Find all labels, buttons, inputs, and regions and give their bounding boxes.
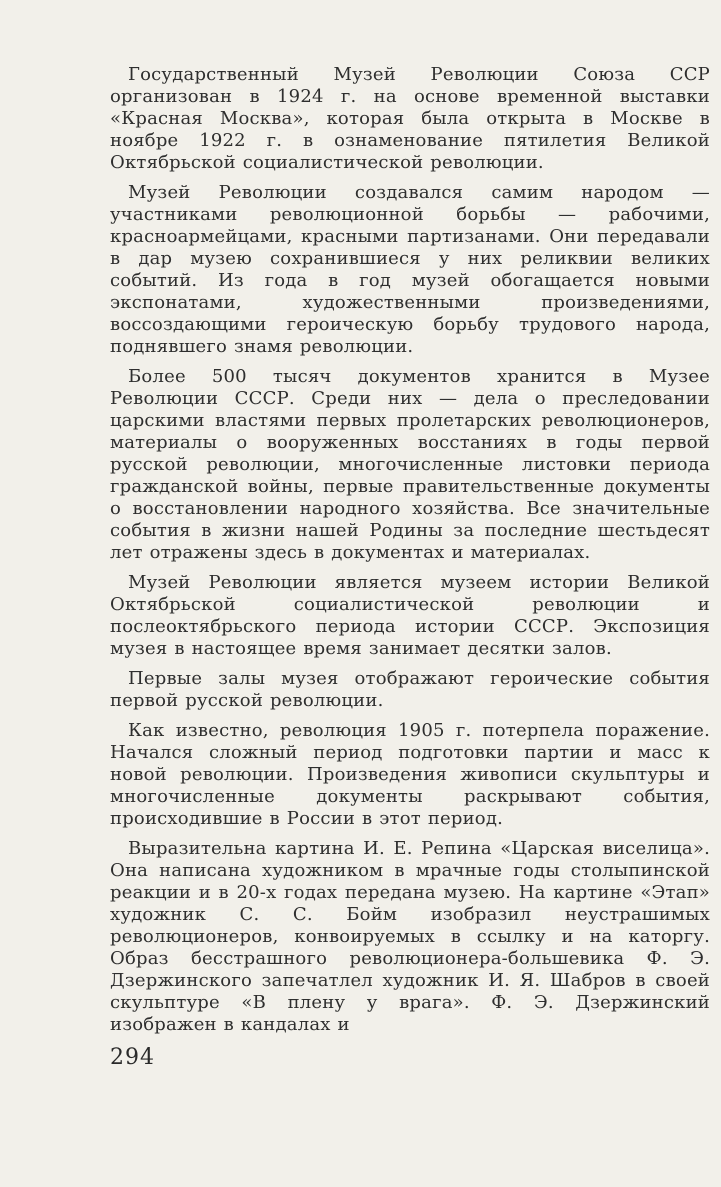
paragraph-revolution-1905: Как известно, революция 1905 г. потерпела поражение. Начался сложный период подготовки партии и масс к новой революции. Произведения живописи скульптуры и многочисленные документы раскрывают события, происходившие в России в этот период.	[110, 720, 710, 829]
page-number: 294	[110, 1045, 155, 1070]
paragraph-created-by-people: Музей Революции создавался самим народом — участниками революционной борьбы — рабочими, красноармейцами, красными партизанами. Они передавали в дар музею сохранившиеся у них реликвии великих событий. Из года в год музей обогащается новыми экспонатами, художественными произведениями, воссоздающими героическую борьбу трудового народа, поднявшего знамя революции.	[110, 182, 710, 357]
paragraph-first-halls: Первые залы музея отображают героические события первой русской революции.	[110, 668, 710, 711]
paragraph-documents: Более 500 тысяч документов хранится в Музее Революции СССР. Среди них — дела о преследовании царскими властями первых пролетарских революционеров, материалы о вооруженных восстаниях в годы первой русской революции, многочисленные листовки периода гражданской войны, первые правительственные документы о восстановлении народного хозяйства. Все значительные события в жизни нашей Родины за последние шестьдесят лет отражены здесь в документах и материалах.	[110, 366, 710, 563]
paragraph-museum-history: Музей Революции является музеем истории Великой Октябрьской социалистической революции и послеоктябрьского периода истории СССР. Экспозиция музея в настоящее время занимает десятки залов.	[110, 572, 710, 659]
paragraph-artworks: Выразительна картина И. Е. Репина «Царская виселица». Она написана художником в мрачные годы столыпинской реакции и в 20-х годах передана музею. На картине «Этап» художник С. С. Бойм изобразил неустрашимых революционеров, конвоируемых в ссылку и на каторгу. Образ бесстрашного революционера-большевика Ф. Э. Дзержинского запечатлел художник И. Я. Шабров в своей скульптуре «В плену у врага». Ф. Э. Дзержинский изображен в кандалах и	[110, 838, 710, 1035]
paragraph-museum-founding: Государственный Музей Революции Союза ССР организован в 1924 г. на основе временной выставки «Красная Москва», которая была открыта в Москве в ноябре 1922 г. в ознаменование пятилетия Великой Октябрьской социалистической революции.	[110, 64, 710, 173]
body-text	[110, 64, 710, 1036]
